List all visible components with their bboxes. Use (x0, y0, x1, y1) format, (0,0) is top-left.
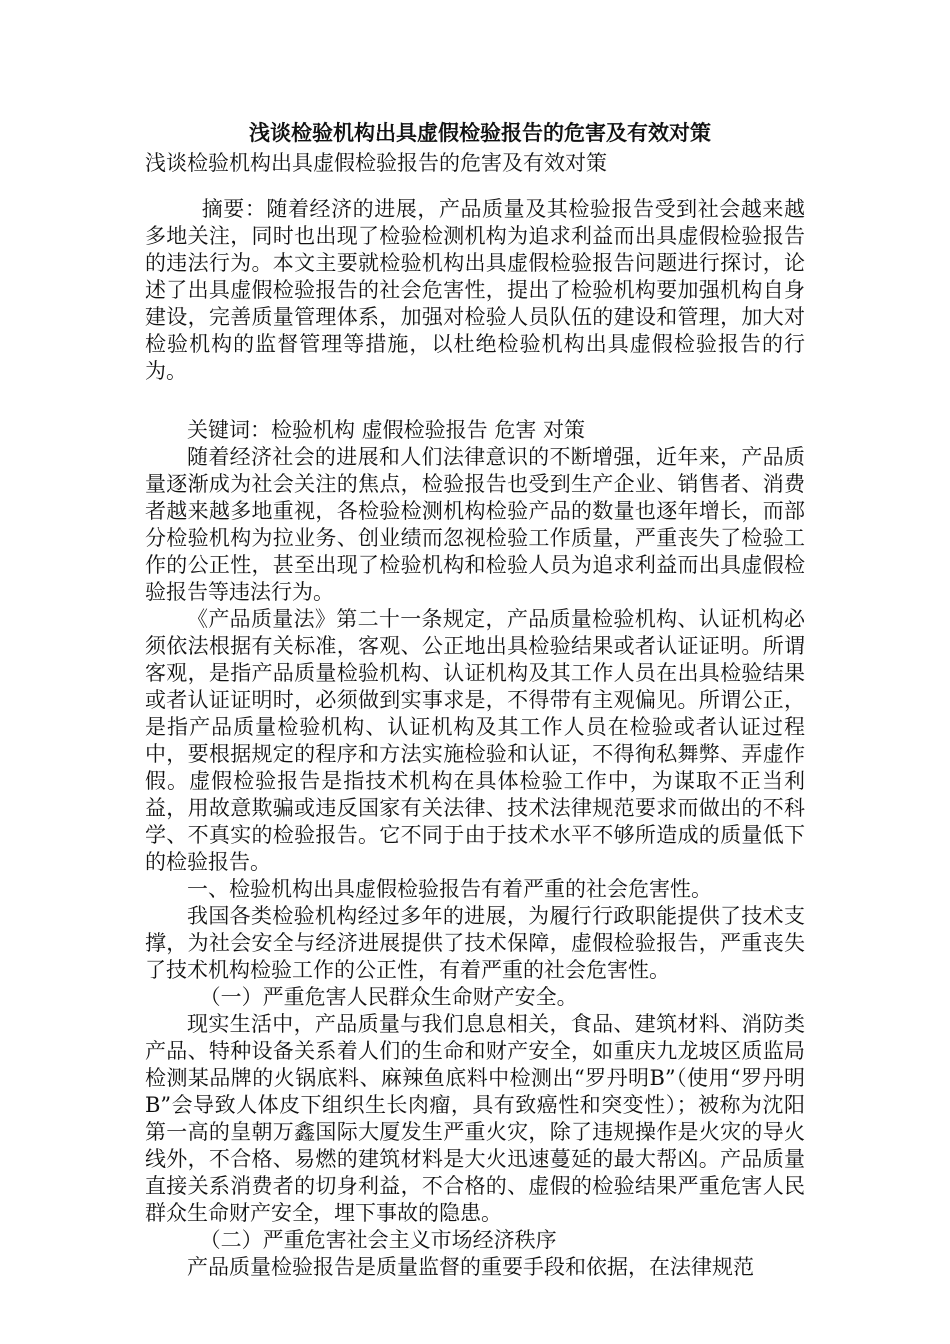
document-title: 浅谈检验机构出具虚假检验报告的危害及有效对策 (249, 120, 711, 145)
document-page (145, 118, 805, 1281)
spacer (145, 385, 805, 417)
body-paragraph: 我国各类检验机构经过多年的进展，为履行行政职能提供了技术支撑，为社会安全与经济进展提供了技术保障，虚假检验报告，严重丧失了技术机构检验工作的公正性，有着严重的社会危害性。 (145, 904, 805, 982)
subsection-heading: （一）严重危害人民群众生命财产安全。 (199, 985, 578, 1009)
document-subtitle: 浅谈检验机构出具虚假检验报告的危害及有效对策 (145, 151, 607, 175)
abstract-paragraph: 摘要：随着经济的进展，产品质量及其检验报告受到社会越来越多地关注，同时也出现了检验检测机构为追求利益而出具虚假检验报告的违法行为。本文主要就检验机构出具虚假检验报告问题进行探讨，论述了出具虚假检验报告的社会危害性，提出了检验机构要加强机构自身建设，完善质量管理体系，加强对检验人员队伍的建设和管理，加大对检验机构的监督管理等措施，以杜绝检验机构出具虚假检验报告的行为。 (145, 197, 805, 383)
spacer (145, 178, 805, 196)
body-paragraph: 《产品质量法》第二十一条规定，产品质量检验机构、认证机构必须依法根据有关标准，客观、公正地出具检验结果或者认证证明。所谓客观，是指产品质量检验机构、认证机构及其工作人员在出具检验结果或者认证证明时，必须做到实事求是，不得带有主观偏见。所谓公正，是指产品质量检验机构、认证机构及其工作人员在检验或者认证过程中，要根据规定的程序和方法实施检验和认证，不得徇私舞弊、弄虚作假。虚假检验报告是指技术机构在具体检验工作中，为谋取不正当利益，用故意欺骗或违反国家有关法律、技术法律规范要求而做出的不科学、不真实的检验报告。它不同于由于技术水平不够所造成的质量低下的检验报告。 (145, 607, 805, 874)
body-paragraph: 随着经济社会的进展和人们法律意识的不断增强，近年来，产品质量逐渐成为社会关注的焦点，检验报告也受到生产企业、销售者、消费者越来越多地重视，各检验检测机构检验产品的数量也逐年增长，而部分检验机构为拉业务、创业绩而忽视检验工作质量，严重丧失了检验工作的公正性，甚至出现了检验机构和检验人员为追求利益而出具虚假检验报告等违法行为。 (145, 445, 805, 604)
subsection-heading: （二）严重危害社会主义市场经济秩序 (199, 1228, 557, 1252)
section-heading: 一、检验机构出具虚假检验报告有着严重的社会危害性。 (187, 877, 712, 901)
body-paragraph: 产品质量检验报告是质量监督的重要手段和依据，在法律规范 (187, 1255, 754, 1279)
keywords-line: 关键词：检验机构 虚假检验报告 危害 对策 (187, 418, 586, 442)
body-paragraph: 现实生活中，产品质量与我们息息相关，食品、建筑材料、消防类产品、特种设备关系着人们的生命和财产安全，如重庆九龙坡区质监局检测某品牌的火锅底料、麻辣鱼底料中检测出“罗丹明B”（使用“罗丹明B”会导致人体皮下组织生长肉瘤，具有致癌性和突变性）；被称为沈阳第一高的皇朝万鑫国际大厦发生严重火灾，除了违规操作是火灾的导火线外，不合格、易燃的建筑材料是大火迅速蔓延的最大帮凶。产品质量直接关系消费者的切身利益，不合格的、虚假的检验结果严重危害人民群众生命财产安全，埋下事故的隐患。 (145, 1012, 805, 1225)
